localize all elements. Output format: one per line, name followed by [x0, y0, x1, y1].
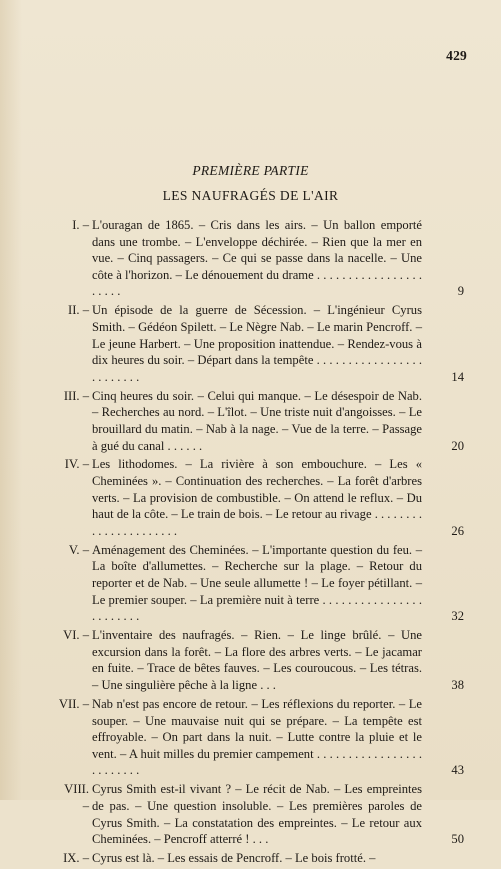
- toc-entry-4: [58, 456, 478, 539]
- toc-entry-5: [58, 542, 478, 625]
- chapter-number: IX. –: [63, 851, 89, 866]
- chapter-page: 32: [451, 609, 464, 624]
- chapter-page: 14: [451, 369, 464, 384]
- chapter-page: 38: [451, 677, 464, 692]
- chapter-number: VIII. –: [64, 782, 89, 813]
- section-title: LES NAUFRAGÉS DE L'AIR: [162, 188, 339, 203]
- chapter-number: V. –: [68, 542, 89, 557]
- chapter-number: IV. –: [64, 457, 89, 472]
- chapter-summary: Un épisode de la guerre de Sécession. – L'ingénieur Cyrus Smith. – Gédéon Spilett. – Le Nègre Nab. – Le marin Pencroff. – Le jeune Harbert. – Une proposition inattendue. – Rendez-vous à dix heures du soir. – Départ dans la tempête . . . . . . . . . . . . . . . . . . . . . . . . .: [92, 303, 422, 384]
- chapter-summary: Cinq heures du soir. – Celui qui manque. – Le désespoir de Nab. – Recherches au nord. – L'îlot. – Une triste nuit d'angoisses. – Le brouillard du matin. – Nab à la nage. – Vue de la terre. – Passage à gué du canal . . . . . .: [92, 388, 422, 453]
- chapter-page: 20: [451, 438, 464, 453]
- chapter-summary: Cyrus est là. – Les essais de Pencroff. – Le bois frotté. –: [92, 851, 376, 866]
- chapter-summary: Aménagement des Cheminées. – L'importante question du feu. – La boîte d'allumettes. – Recherche sur la plage. – Retour du reporter et de Nab. – Une seule allumette ! – Le foyer pétillant. – Le premier souper. – La première nuit à terre . . . . . . . . . . . . . . . . . . . . . . . .: [92, 542, 422, 624]
- toc-entry-9: [58, 850, 478, 867]
- page-number: 429: [446, 48, 467, 63]
- table-of-contents: [58, 217, 478, 869]
- toc-entry-1: [58, 217, 478, 300]
- toc-entry-7: [58, 696, 478, 779]
- chapter-number: VII. –: [58, 696, 89, 711]
- chapter-number: III. –: [63, 388, 89, 403]
- chapter-summary: Nab n'est pas encore de retour. – Les réflexions du reporter. – Le souper. – Une mauvaise nuit qui se prépare. – La tempête est effroyable. – On part dans la nuit. – Lutte contre la pluie et le vent. – A huit milles du premier campement . . . . . . . . . . . . . . . . . . . . . . . . .: [92, 696, 422, 778]
- chapter-page: 50: [451, 832, 464, 847]
- toc-entry-3: [58, 388, 478, 454]
- chapter-number: VI. –: [63, 628, 89, 643]
- chapter-summary: Cyrus Smith est-il vivant ? – Le récit de Nab. – Les empreintes de pas. – Une question insoluble. – Les premières paroles de Cyrus Smith. – La constatation des empreintes. – Le retour aux Cheminées. – Pencroff atterré ! . . .: [92, 782, 422, 847]
- chapter-summary: L'inventaire des naufragés. – Rien. – Le linge brûlé. – Une excursion dans la forêt. – La flore des arbres verts. – Le jacamar en fuite. – Trace de bêtes fauves. – Les couroucous. – Les tétras. – Une singulière pêche à la ligne . . .: [92, 628, 422, 692]
- chapter-number: I. –: [72, 218, 89, 232]
- toc-entry-6: [58, 627, 478, 693]
- chapter-page: 43: [451, 763, 464, 778]
- chapter-number: II. –: [68, 303, 89, 318]
- chapter-page: 26: [451, 523, 464, 538]
- toc-entry-8: [58, 781, 478, 847]
- chapter-page: 9: [457, 284, 464, 299]
- chapter-summary: L'ouragan de 1865. – Cris dans les airs. – Un ballon emporté dans une trombe. – L'enveloppe déchirée. – Rien que la mer en vue. – Cinq passagers. – Ce qui se passe dans la nacelle. – Une côte à l'horizon. – Le dénouement du drame . . . . . . . . . . . . . . . . . . . . . .: [92, 218, 422, 299]
- toc-entry-2: [58, 302, 478, 385]
- chapter-summary: Les lithodomes. – La rivière à son embouchure. – Les « Cheminées ». – Continuation des recherches. – La forêt d'arbres verts. – La provision de combustible. – On attend le reflux. – Du haut de la côte. – Le train de bois. – Le retour au rivage . . . . . . . . . . . . . . . . . . . . . .: [92, 457, 422, 538]
- part-title: PREMIÈRE PARTIE: [192, 163, 309, 178]
